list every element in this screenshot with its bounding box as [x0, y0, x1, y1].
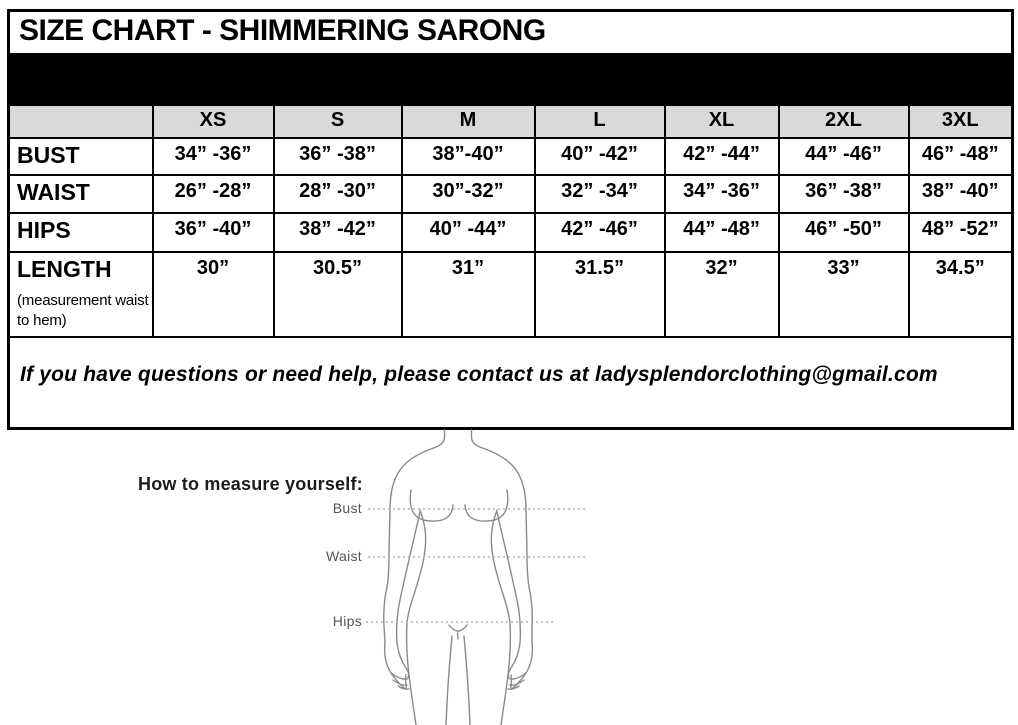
contact-row — [9, 337, 1013, 429]
row-label-hips: HIPS — [9, 213, 153, 252]
measurement-cell: 46” -48” — [909, 138, 1013, 175]
size-col-header: 2XL — [779, 105, 909, 138]
body-outline-illustration — [0, 428, 1018, 725]
size-col-header: L — [535, 105, 665, 138]
measurement-cell: 32” — [665, 252, 779, 337]
left-inner-leg — [446, 636, 452, 725]
measurement-cell: 36” -38” — [779, 175, 909, 213]
measurement-cell: 30.5” — [274, 252, 402, 337]
measurement-cell: 38” -40” — [909, 175, 1013, 213]
row-label-length — [9, 252, 153, 337]
measurement-cell: 44” -48” — [665, 213, 779, 252]
hips-row — [9, 213, 1013, 252]
measurement-cell: 44” -46” — [779, 138, 909, 175]
measurement-cell: 38”-40” — [402, 138, 535, 175]
measurement-cell: 40” -42” — [535, 138, 665, 175]
left-torso-leg — [407, 510, 426, 725]
measurement-cell: 31.5” — [535, 252, 665, 337]
size-col-header: XS — [153, 105, 274, 138]
length-row — [9, 252, 1013, 337]
length-label-text: LENGTH — [17, 255, 112, 282]
corner-cell — [9, 105, 153, 138]
measurement-cell: 33” — [779, 252, 909, 337]
hips-measure-label: Hips — [332, 613, 362, 629]
size-col-header: S — [274, 105, 402, 138]
right-inner-leg — [464, 636, 470, 725]
measurement-mode-banner: Relaxed – Max Stretched Measurement — [9, 54, 1013, 105]
left-inner-arm — [397, 512, 420, 643]
measurement-cell: 42” -44” — [665, 138, 779, 175]
measurement-cell: 42” -46” — [535, 213, 665, 252]
measure-heading: How to measure yourself: — [138, 474, 363, 494]
waist-row — [9, 175, 1013, 213]
measurement-cell: 38” -42” — [274, 213, 402, 252]
size-col-header: XL — [665, 105, 779, 138]
right-torso-leg — [491, 510, 510, 725]
row-label-waist: WAIST — [9, 175, 153, 213]
measurement-cell: 34.5” — [909, 252, 1013, 337]
measurement-cell: 36” -38” — [274, 138, 402, 175]
measurement-cell: 48” -52” — [909, 213, 1013, 252]
right-neck-shoulder-arm — [472, 430, 533, 643]
measuring-guide — [0, 428, 1018, 725]
length-note: (measurement waist to hem) — [17, 291, 149, 329]
bust-measure-label: Bust — [332, 500, 362, 516]
measurement-cell: 31” — [402, 252, 535, 337]
size-col-header: M — [402, 105, 535, 138]
measurement-cell: 36” -40” — [153, 213, 274, 252]
title-row — [9, 11, 1013, 54]
size-header-row — [9, 105, 1013, 138]
contact-note: If you have questions or need help, please contact us at ladysplendorclothing@gmail.com — [9, 337, 1013, 429]
right-inner-arm — [497, 512, 520, 643]
waist-measure-label: Waist — [326, 548, 362, 564]
measurement-cell: 30”-32” — [402, 175, 535, 213]
page-title: SIZE CHART - SHIMMERING SARONG — [9, 11, 1013, 54]
banner-row — [9, 54, 1013, 105]
size-col-header: 3XL — [909, 105, 1013, 138]
measurement-cell: 30” — [153, 252, 274, 337]
right-breast — [465, 490, 508, 521]
measurement-cell: 34” -36” — [665, 175, 779, 213]
measurement-cell: 40” -44” — [402, 213, 535, 252]
measurement-cell: 26” -28” — [153, 175, 274, 213]
measurement-cell: 34” -36” — [153, 138, 274, 175]
size-chart-table — [7, 9, 1014, 430]
measurement-cell: 46” -50” — [779, 213, 909, 252]
bust-row — [9, 138, 1013, 175]
measurement-cell: 32” -34” — [535, 175, 665, 213]
measurement-cell: 28” -30” — [274, 175, 402, 213]
left-breast — [410, 490, 453, 521]
row-label-bust: BUST — [9, 138, 153, 175]
